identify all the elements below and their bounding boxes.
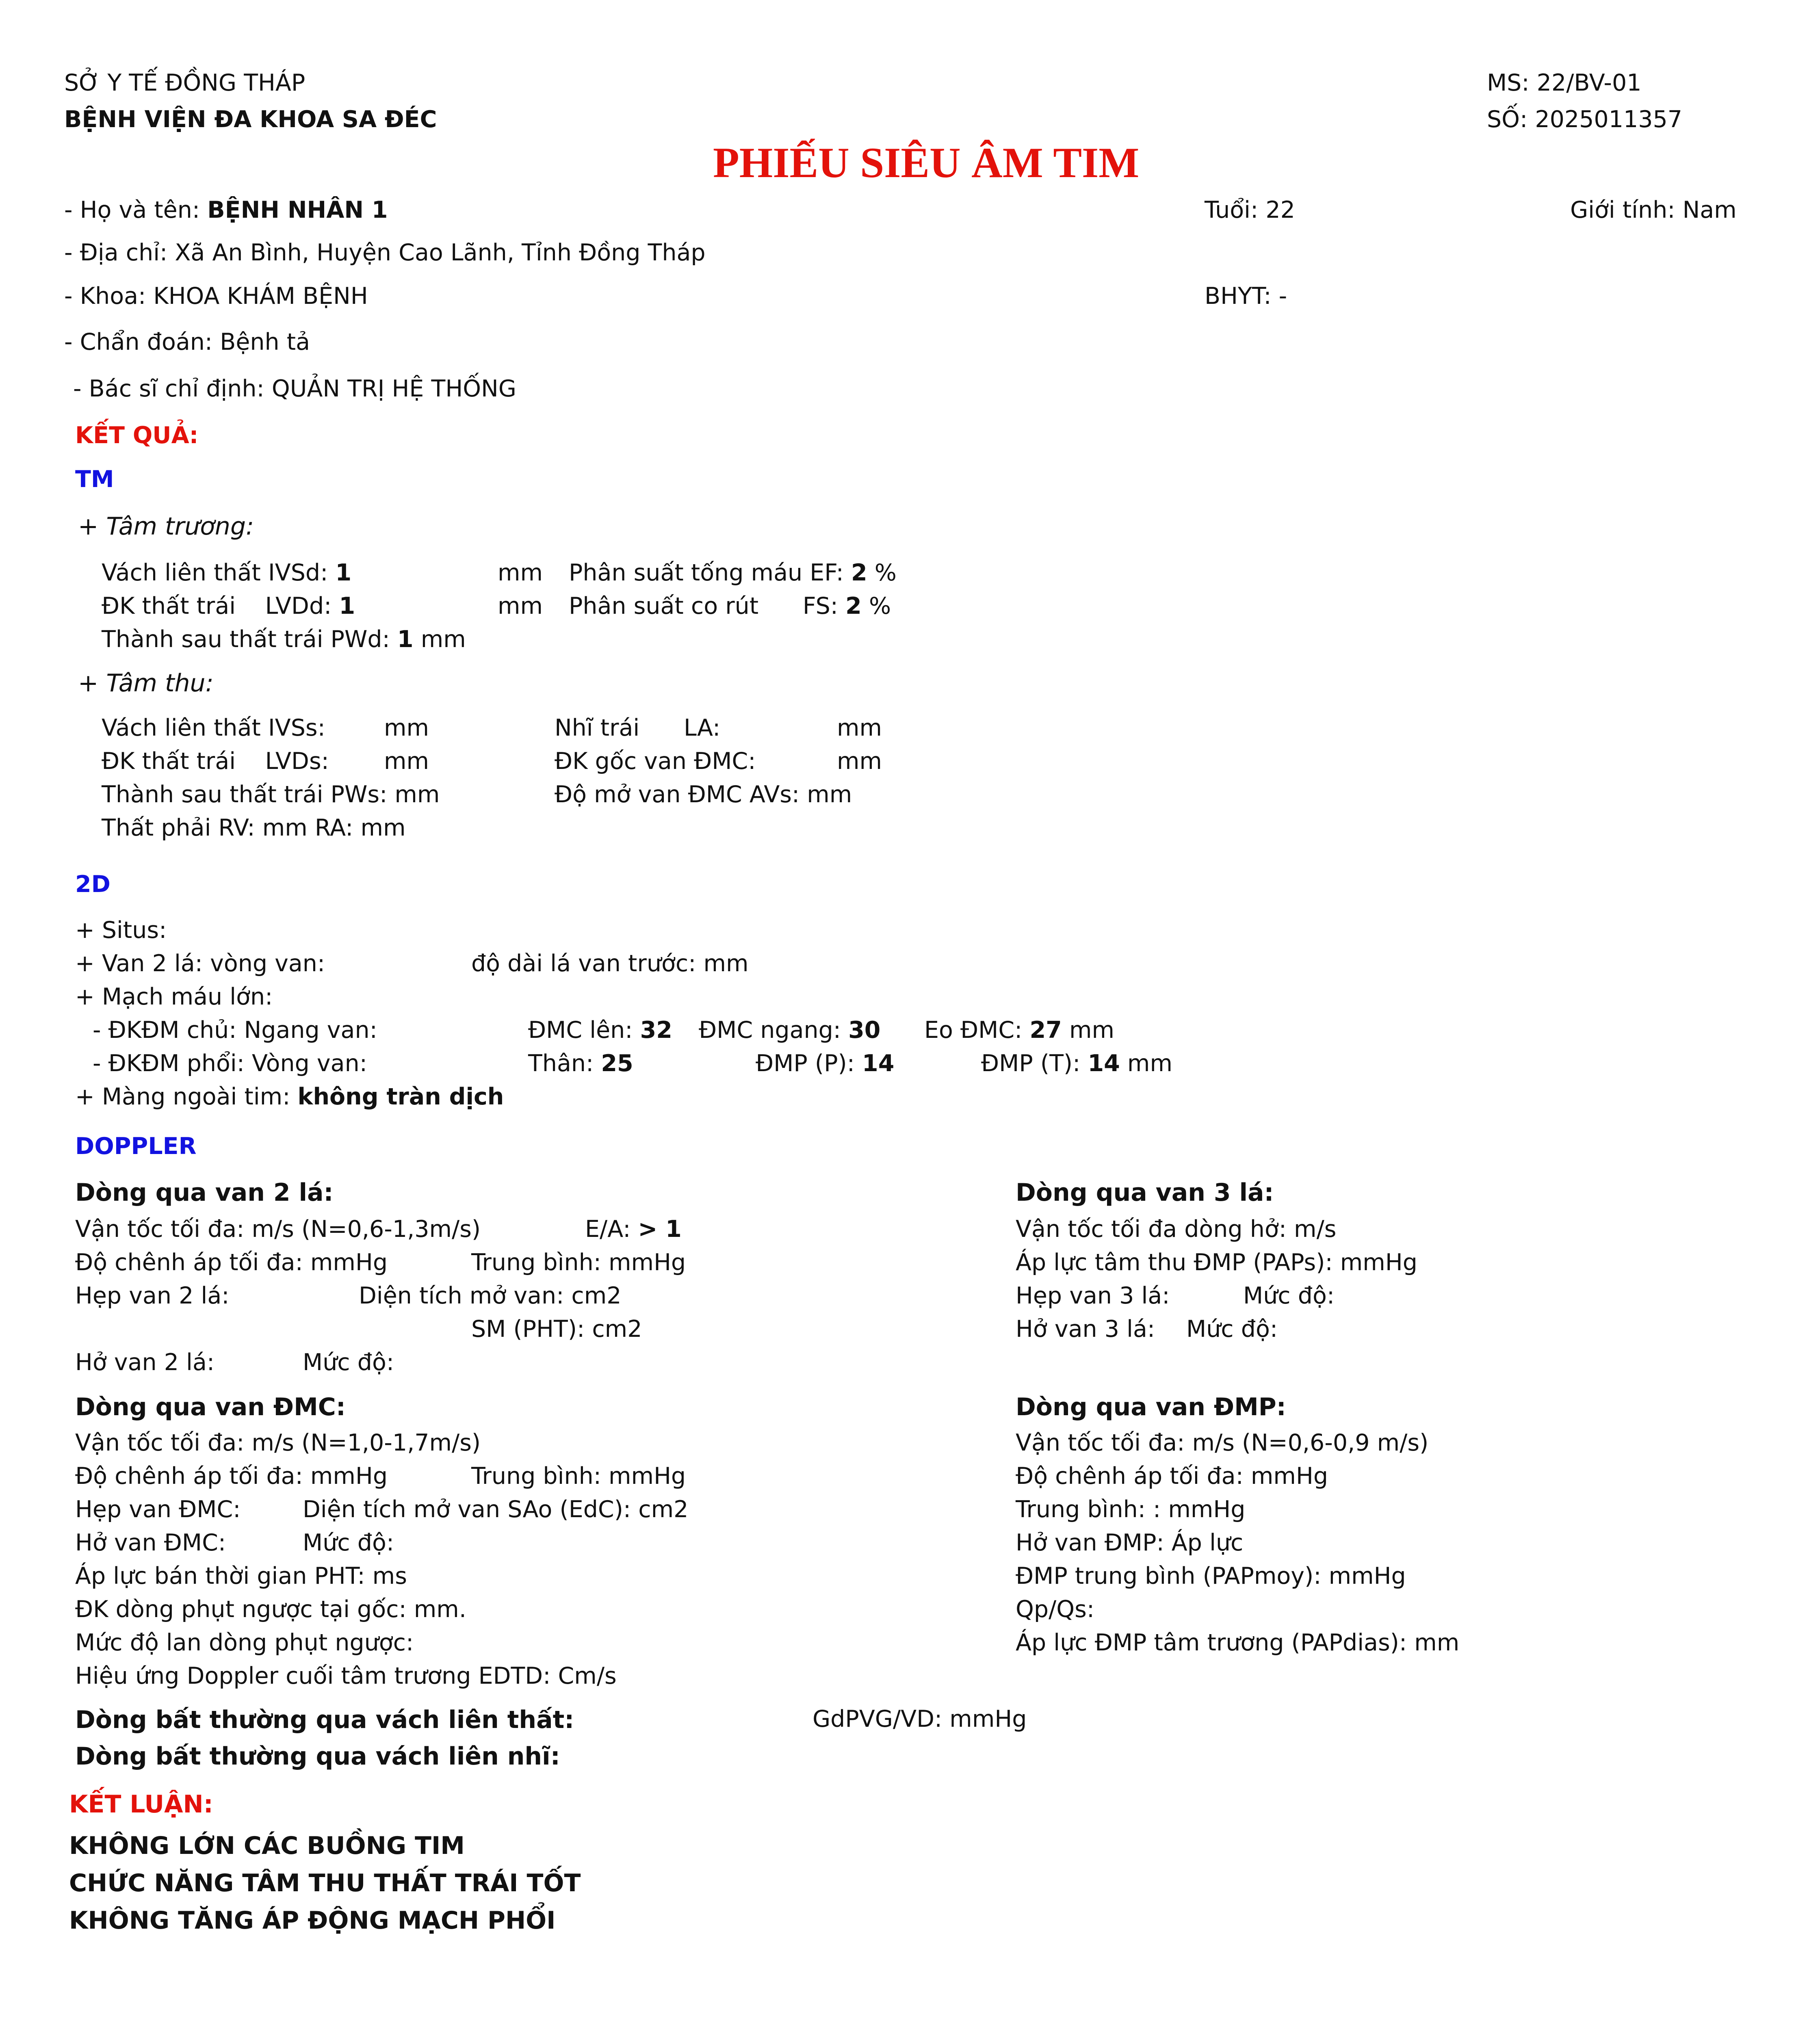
ef-unit: %: [874, 559, 897, 586]
pulmonary-pmean: Trung bình: : mmHg: [1016, 1496, 1246, 1523]
tricuspid-stenosis-grade: Mức độ:: [1243, 1282, 1335, 1309]
two-d-heading: 2D: [75, 871, 110, 898]
tricuspid-regurg: Hở van 3 lá:: [1016, 1316, 1155, 1342]
situs-label: + Situs:: [75, 917, 167, 944]
patient-ward: - Khoa: KHOA KHÁM BỆNH: [64, 283, 368, 310]
lpa-value: 14: [1088, 1050, 1120, 1077]
patient-gender: Giới tính: Nam: [1570, 197, 1737, 223]
lpa-label: ĐMP (T):: [981, 1050, 1081, 1077]
tricuspid-stenosis: Hẹp van 3 lá:: [1016, 1282, 1170, 1309]
mitral-leaflet-label: độ dài lá van trước: mm: [471, 950, 749, 977]
systole-heading: + Tâm thu:: [78, 669, 214, 697]
pwd-label: Thành sau thất trái PWd:: [102, 626, 390, 653]
lvdd-row: [102, 593, 355, 620]
mitral-pht: SM (PHT): cm2: [471, 1316, 642, 1342]
mitral-annulus-label: + Van 2 lá: vòng van:: [75, 950, 325, 977]
aortic-arch-label: ĐMC ngang:: [699, 1017, 841, 1044]
asd-flow-label: Dòng bất thường qua vách liên nhĩ:: [75, 1742, 560, 1771]
avs-label: Độ mở van ĐMC AVs: mm: [555, 781, 852, 808]
mitral-vmax: Vận tốc tối đa: m/s (N=0,6-1,3m/s): [75, 1216, 481, 1243]
tricuspid-regurg-grade: Mức độ:: [1186, 1316, 1278, 1342]
aortic-isthmus-label: Eo ĐMC:: [924, 1017, 1023, 1044]
aortic-isthmus: [924, 1017, 1114, 1044]
lvdd-value: 1: [339, 593, 355, 619]
pulmonary-pmax: Độ chênh áp tối đa: mmHg: [1016, 1463, 1328, 1490]
pulmonary-artery-label: - ĐKĐM phổi: Vòng van:: [93, 1050, 367, 1077]
mitral-regurg: Hở van 2 lá:: [75, 1349, 215, 1376]
aortic-arch-value: 30: [848, 1017, 881, 1044]
fs-value: 2: [845, 593, 862, 619]
pulmonary-qpqs: Qp/Qs:: [1016, 1596, 1095, 1623]
pulmonary-vmax: Vận tốc tối đa: m/s (N=0,6-0,9 m/s): [1016, 1429, 1429, 1456]
pulmonary-papmean: ĐMP trung bình (PAPmoy): mmHg: [1016, 1563, 1406, 1589]
mitral-pmax: Độ chênh áp tối đa: mmHg: [75, 1249, 388, 1276]
pa-trunk-label: Thân:: [528, 1050, 594, 1077]
la-unit: mm: [837, 715, 882, 741]
aortic-regurg: Hở van ĐMC:: [75, 1529, 226, 1556]
form-number: SỐ: 2025011357: [1487, 106, 1683, 133]
lpa-unit: mm: [1127, 1050, 1172, 1077]
tricuspid-paps: Áp lực tâm thu ĐMP (PAPs): mmHg: [1016, 1249, 1417, 1276]
patient-name-label: - Họ và tên:: [64, 197, 200, 223]
ao-root-label: ĐK gốc van ĐMC:: [555, 748, 756, 775]
aortic-arch: [699, 1017, 880, 1044]
conclusion-heading: KẾT LUẬN:: [69, 1790, 213, 1819]
doppler-heading: DOPPLER: [75, 1133, 197, 1160]
conclusion-line: KHÔNG LỚN CÁC BUỒNG TIM: [69, 1832, 465, 1860]
ivss-unit: mm: [384, 715, 429, 741]
ao-root-unit: mm: [837, 748, 882, 775]
pa-trunk: [528, 1050, 633, 1077]
mitral-regurg-grade: Mức độ:: [303, 1349, 394, 1376]
pulmonary-papdias: Áp lực ĐMP tâm trương (PAPdias): mm: [1016, 1629, 1460, 1656]
aortic-stenosis: Hẹp van ĐMC:: [75, 1496, 241, 1523]
aortic-pmean: Trung bình: mmHg: [471, 1463, 686, 1490]
fs-unit: %: [869, 593, 891, 619]
ivsd-row: [102, 560, 351, 587]
aortic-pmax: Độ chênh áp tối đa: mmHg: [75, 1463, 388, 1490]
lvds-label: ĐK thất trái LVDs:: [102, 748, 329, 775]
lvds-unit: mm: [384, 748, 429, 775]
rpa: [756, 1050, 894, 1077]
rv-ra-label: Thất phải RV: mm RA: mm: [102, 814, 406, 841]
ivsd-unit: mm: [498, 559, 543, 586]
rpa-value: 14: [862, 1050, 895, 1077]
patient-age: Tuổi: 22: [1205, 197, 1295, 223]
pulmonary-regurg: Hở van ĐMP: Áp lực: [1016, 1529, 1244, 1556]
tricuspid-heading: Dòng qua van 3 lá:: [1016, 1178, 1274, 1207]
pulmonary-heading: Dòng qua van ĐMP:: [1016, 1393, 1286, 1421]
pericardium-row: [75, 1084, 504, 1111]
ascending-aorta: [528, 1017, 672, 1044]
patient-insurance: BHYT: -: [1205, 283, 1287, 310]
great-vessels-label: + Mạch máu lớn:: [75, 983, 273, 1010]
pericardium-value: không tràn dịch: [297, 1083, 504, 1110]
tricuspid-vmax: Vận tốc tối đa dòng hở: m/s: [1016, 1216, 1337, 1243]
ef-label: Phân suất tống máu EF:: [569, 559, 844, 586]
ascending-aorta-label: ĐMC lên:: [528, 1017, 633, 1044]
aortic-jet-extent: Mức độ lan dòng phụt ngược:: [75, 1629, 414, 1656]
ascending-aorta-value: 32: [640, 1017, 672, 1044]
fs-row: [569, 593, 891, 620]
ef-row: [569, 560, 897, 587]
pwd-unit: mm: [420, 626, 466, 653]
tm-heading: TM: [75, 466, 114, 493]
vsd-flow-label: Dòng bất thường qua vách liên thất:: [75, 1706, 574, 1734]
aortic-pht: Áp lực bán thời gian PHT: ms: [75, 1563, 407, 1589]
fs-label: Phân suất co rút FS:: [569, 593, 838, 619]
lvdd-unit: mm: [498, 593, 543, 619]
aorta-label: - ĐKĐM chủ: Ngang van:: [93, 1017, 377, 1044]
hospital-name: BỆNH VIỆN ĐA KHOA SA ĐÉC: [64, 106, 437, 133]
rpa-label: ĐMP (P):: [756, 1050, 855, 1077]
page-title: PHIẾU SIÊU ÂM TIM: [713, 139, 1140, 186]
aortic-heading: Dòng qua van ĐMC:: [75, 1393, 346, 1421]
mitral-pmean: Trung bình: mmHg: [471, 1249, 686, 1276]
pwd-value: 1: [397, 626, 414, 653]
pwd-row: [102, 626, 466, 653]
mitral-stenosis: Hẹp van 2 lá:: [75, 1282, 230, 1309]
form-code: MS: 22/BV-01: [1487, 69, 1642, 96]
la-label: Nhĩ trái LA:: [555, 715, 721, 741]
diastole-heading: + Tâm trương:: [78, 512, 254, 541]
pericardium-label: + Màng ngoài tim:: [75, 1083, 290, 1110]
mitral-area: Diện tích mở van: cm2: [359, 1282, 622, 1309]
mitral-heading: Dòng qua van 2 lá:: [75, 1178, 334, 1207]
aortic-regurg-grade: Mức độ:: [303, 1529, 394, 1556]
aortic-isthmus-unit: mm: [1069, 1017, 1114, 1044]
aortic-jet-width: ĐK dòng phụt ngược tại gốc: mm.: [75, 1596, 466, 1623]
gdpvg-label: GdPVG/VD: mmHg: [812, 1706, 1027, 1732]
aortic-edtd: Hiệu ứng Doppler cuối tâm trương EDTD: Cm/s: [75, 1663, 617, 1689]
lvdd-label: ĐK thất trái LVDd:: [102, 593, 332, 619]
aortic-area: Diện tích mở van SAo (EdC): cm2: [303, 1496, 689, 1523]
ivsd-label: Vách liên thất IVSd:: [102, 559, 328, 586]
aortic-vmax: Vận tốc tối đa: m/s (N=1,0-1,7m/s): [75, 1429, 481, 1456]
department-name: SỞ Y TẾ ĐỒNG THÁP: [64, 69, 306, 96]
aortic-isthmus-value: 27: [1029, 1017, 1062, 1044]
conclusion-line: CHỨC NĂNG TÂM THU THẤT TRÁI TỐT: [69, 1869, 581, 1897]
patient-address: - Địa chỉ: Xã An Bình, Huyện Cao Lãnh, Tỉnh Đồng Tháp: [64, 239, 706, 266]
mitral-ea-label: E/A:: [585, 1216, 631, 1243]
patient-name-row: [64, 197, 388, 224]
ivsd-value: 1: [335, 559, 352, 586]
lpa: [981, 1050, 1172, 1077]
ef-value: 2: [851, 559, 867, 586]
mitral-ea: [585, 1216, 682, 1243]
patient-name: BỆNH NHÂN 1: [207, 197, 388, 223]
conclusion-line: KHÔNG TĂNG ÁP ĐỘNG MẠCH PHỔI: [69, 1906, 556, 1935]
pa-trunk-value: 25: [601, 1050, 633, 1077]
mitral-ea-value: > 1: [638, 1216, 682, 1243]
pws-label: Thành sau thất trái PWs: mm: [102, 781, 440, 808]
referring-doctor: - Bác sĩ chỉ định: QUẢN TRỊ HỆ THỐNG: [73, 375, 516, 402]
patient-diagnosis: - Chẩn đoán: Bệnh tả: [64, 329, 310, 355]
results-heading: KẾT QUẢ:: [75, 422, 199, 449]
ivss-label: Vách liên thất IVSs:: [102, 715, 325, 741]
